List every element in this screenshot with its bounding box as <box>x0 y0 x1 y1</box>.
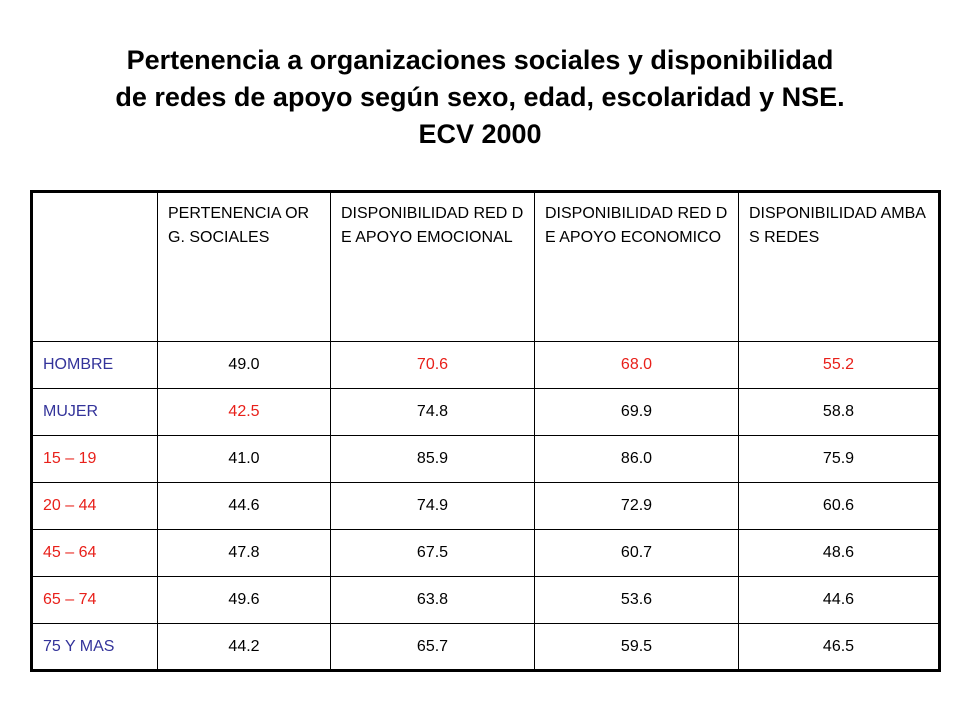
value-cell: 44.2 <box>158 624 331 671</box>
value-cell: 55.2 <box>739 342 940 389</box>
value-cell: 74.8 <box>331 389 535 436</box>
value-cell: 58.8 <box>739 389 940 436</box>
value-cell: 59.5 <box>535 624 739 671</box>
value-cell: 85.9 <box>331 436 535 483</box>
value-cell: 49.0 <box>158 342 331 389</box>
header-cell-red-emocional: DISPONIBILIDAD RED DE APOYO EMOCIONAL <box>331 192 535 342</box>
table-row <box>32 436 940 483</box>
value-cell: 49.6 <box>158 577 331 624</box>
table-row <box>32 483 940 530</box>
table-row <box>32 530 940 577</box>
value-cell: 44.6 <box>158 483 331 530</box>
header-cell-pertenencia: PERTENENCIA ORG. SOCIALES <box>158 192 331 342</box>
value-cell: 74.9 <box>331 483 535 530</box>
value-cell: 60.6 <box>739 483 940 530</box>
header-row <box>32 192 940 342</box>
value-cell: 63.8 <box>331 577 535 624</box>
row-label: 75 Y MAS <box>32 624 158 671</box>
value-cell: 60.7 <box>535 530 739 577</box>
header-cell-empty <box>32 192 158 342</box>
slide-title-line-1: Pertenencia a organizaciones sociales y disponibilidad <box>126 45 834 75</box>
table-header <box>32 192 940 342</box>
value-cell: 68.0 <box>535 342 739 389</box>
slide-title-line-2: de redes de apoyo según sexo, edad, escolaridad y NSE. <box>115 82 845 112</box>
value-cell: 48.6 <box>739 530 940 577</box>
value-cell: 69.9 <box>535 389 739 436</box>
row-label: 65 – 74 <box>32 577 158 624</box>
value-cell: 42.5 <box>158 389 331 436</box>
slide-title-line-3: ECV 2000 <box>418 119 542 149</box>
value-cell: 67.5 <box>331 530 535 577</box>
row-label: HOMBRE <box>32 342 158 389</box>
value-cell: 53.6 <box>535 577 739 624</box>
table-body <box>32 342 940 671</box>
value-cell: 65.7 <box>331 624 535 671</box>
data-table <box>30 190 941 672</box>
table-row <box>32 624 940 671</box>
table-row <box>32 577 940 624</box>
header-cell-red-economico: DISPONIBILIDAD RED DE APOYO ECONOMICO <box>535 192 739 342</box>
value-cell: 41.0 <box>158 436 331 483</box>
row-label: 15 – 19 <box>32 436 158 483</box>
slide-title <box>40 42 920 153</box>
header-cell-ambas-redes: DISPONIBILIDAD AMBAS REDES <box>739 192 940 342</box>
row-label: 45 – 64 <box>32 530 158 577</box>
value-cell: 75.9 <box>739 436 940 483</box>
value-cell: 70.6 <box>331 342 535 389</box>
row-label: 20 – 44 <box>32 483 158 530</box>
row-label: MUJER <box>32 389 158 436</box>
value-cell: 86.0 <box>535 436 739 483</box>
value-cell: 72.9 <box>535 483 739 530</box>
table-row <box>32 342 940 389</box>
value-cell: 47.8 <box>158 530 331 577</box>
value-cell: 44.6 <box>739 577 940 624</box>
value-cell: 46.5 <box>739 624 940 671</box>
table-row <box>32 389 940 436</box>
